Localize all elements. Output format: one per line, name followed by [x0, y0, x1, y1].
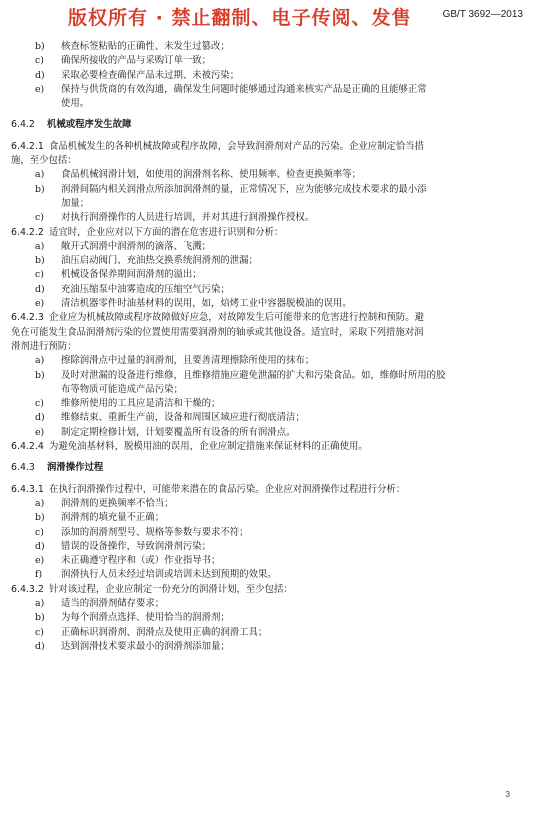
clause-text: 免在可能发生食品润滑剂污染的位置使用需要润滑剂的轴承或其他设备。适宜时，采取下列措施对润 — [11, 326, 424, 338]
list-item — [11, 397, 524, 411]
clause-paragraph — [11, 140, 524, 154]
clause-text: 施，至少包括： — [11, 155, 77, 167]
section-number: 6.4.3 — [11, 462, 35, 474]
list-item — [11, 168, 524, 182]
list-item — [11, 54, 524, 68]
list-item-label: b) — [35, 612, 45, 624]
list-item-text: 适当的润滑剂储存要求； — [61, 597, 165, 609]
list-item-label: d) — [35, 69, 45, 81]
list-item-text: 润滑执行人员未经过培训或培训未达到预期的效果。 — [61, 569, 277, 581]
clause-number: 6.4.3.1 — [11, 483, 44, 495]
list-item-label: b) — [35, 255, 45, 267]
list-item-text: 润滑剂的填充量不正确； — [61, 512, 165, 524]
list-item-label: c) — [35, 269, 44, 281]
list-item — [11, 283, 524, 297]
list-item-text: 维修结束、重新生产前，设备和周围区域应进行彻底清洁； — [61, 412, 305, 424]
list-item-text: 油压启动阀门、充油热交换系统润滑剂的泄漏； — [61, 255, 258, 267]
list-item-text: 机械设备保养期间润滑剂的溢出； — [61, 269, 202, 281]
list-item — [11, 254, 524, 268]
list-item — [11, 611, 524, 625]
list-item-text: 保持与供货商的有效沟通，确保发生问题时能够通过沟通来核实产品是正确的且能够正常 — [61, 83, 427, 95]
section-spacer — [11, 454, 524, 461]
list-item — [11, 69, 524, 83]
clause-text: 企业应为机械故障或程序故障做好应急，对故障发生后可能带来的危害进行控制和预防。避 — [49, 312, 425, 324]
list-item-label: e) — [35, 555, 45, 567]
list-item — [11, 526, 524, 540]
list-item-continuation — [11, 383, 524, 397]
clause-text: 适宜时，企业应对以下方面的潜在危害进行识别和分析： — [49, 226, 284, 238]
clause-text: 食品机械发生的各种机械故障或程序故障，会导致润滑剂对产品的污染。企业应制定恰当措 — [49, 140, 425, 152]
list-item — [11, 497, 524, 511]
list-item-label: e) — [35, 298, 45, 310]
list-item-text: 错误的设备操作，导致润滑剂污染； — [61, 540, 212, 552]
clause-continuation — [11, 154, 524, 168]
list-item — [11, 240, 524, 254]
list-item-text: 维修所使用的工具应是清洁和干燥的； — [61, 398, 221, 410]
list-item-label: c) — [35, 526, 44, 538]
section-number: 6.4.2 — [11, 119, 35, 131]
list-item-text: 采取必要检查确保产品未过期、未被污染； — [61, 69, 240, 81]
list-item — [11, 554, 524, 568]
list-item-label: b) — [35, 512, 45, 524]
clause-paragraph — [11, 583, 524, 597]
list-item — [11, 597, 524, 611]
list-item — [11, 626, 524, 640]
clause-text: 为避免油基材料，脱模用油的误用，企业应制定措施来保证材料的正确使用。 — [49, 441, 368, 453]
clause-text: 滑剂进行预防： — [11, 340, 77, 352]
list-item-label: c) — [35, 55, 44, 67]
list-item-label: a) — [35, 240, 45, 252]
list-item-label: a) — [35, 497, 45, 509]
list-item-text: 及时对泄漏的设备进行维修，且维修措施应避免泄漏的扩大和污染食品。如，维修时所用的胶 — [61, 369, 446, 381]
list-item — [11, 540, 524, 554]
list-item-label: d) — [35, 640, 45, 652]
list-item-label: d) — [35, 412, 45, 424]
section-heading — [11, 461, 524, 475]
clause-text: 针对该过程，企业应制定一份充分的润滑计划，至少包括： — [49, 583, 293, 595]
list-item-text: 润滑剂的更换频率不恰当； — [61, 497, 174, 509]
clause-continuation — [11, 340, 524, 354]
list-item-continuation — [11, 197, 524, 211]
clause-continuation — [11, 326, 524, 340]
list-item — [11, 297, 524, 311]
section-title: 机械或程序发生故障 — [47, 119, 132, 131]
list-item — [11, 183, 524, 197]
list-item — [11, 268, 524, 282]
list-item-label: c) — [35, 212, 44, 224]
list-item-text: 食品机械润滑计划，如使用的润滑剂名称、使用频率、检查更换频率等； — [61, 169, 362, 181]
list-item-label: f) — [35, 569, 43, 581]
page-number: 3 — [505, 790, 510, 799]
list-item — [11, 354, 524, 368]
list-item-text: 擦除润滑点中过量的润滑剂，且要善清理擦除所使用的抹布； — [61, 355, 315, 367]
list-item-text: 加量； — [61, 197, 90, 209]
list-item-label: b) — [35, 183, 45, 195]
section-spacer — [11, 476, 524, 483]
list-item-label: a) — [35, 169, 45, 181]
clause-paragraph — [11, 311, 524, 325]
clause-number: 6.4.2.2 — [11, 226, 44, 238]
list-item-text: 核查标签粘贴的正确性、未发生过篡改； — [61, 41, 230, 52]
list-item — [11, 640, 524, 654]
list-item-text: 充油压缩泵中油雾造成的压缩空气污染； — [61, 283, 230, 295]
list-item — [11, 411, 524, 425]
list-item — [11, 568, 524, 582]
clause-paragraph — [11, 226, 524, 240]
clause-number: 6.4.3.2 — [11, 583, 44, 595]
list-item-text: 润滑间隔内相关润滑点所添加润滑剂的量，正常情况下，应为能够完成技术要求的最小添 — [61, 183, 427, 195]
list-item-label: b) — [35, 41, 45, 52]
clause-number: 6.4.2.1 — [11, 140, 44, 152]
document-body — [11, 40, 524, 654]
list-item-text: 为每个润滑点选择、使用恰当的润滑剂； — [61, 612, 230, 624]
clause-text: 在执行润滑操作过程中，可能带来潜在的食品污染。企业应对润滑操作过程进行分析： — [49, 483, 406, 495]
list-item-label: a) — [35, 355, 45, 367]
list-item-label: c) — [35, 398, 44, 410]
list-item-text: 敞开式润滑中润滑剂的滴落、飞溅； — [61, 240, 212, 252]
list-item-text: 清洁机器零件时油基材料的误用，如，焙烤工业中容器脱模油的误用。 — [61, 298, 352, 310]
watermark-text: 版权所有 · 禁止翻制、电子传阅、发售 — [68, 7, 412, 29]
list-item — [11, 83, 524, 97]
list-item-text: 制定定期检修计划，计划要覆盖所有设备的所有润滑点。 — [61, 426, 296, 438]
list-item-text: 确保所接收的产品与采购订单一致； — [61, 55, 212, 67]
section-spacer — [11, 111, 524, 118]
list-item-text: 未正确遵守程序和（或）作业指导书； — [61, 555, 221, 567]
list-item-label: d) — [35, 283, 45, 295]
list-item-text: 布等物质可能造成产品污染； — [61, 383, 183, 395]
list-item-text: 正确标识润滑剂、润滑点及使用正确的润滑工具； — [61, 626, 268, 638]
list-item-text: 添加的润滑剂型号、规格等参数与要求不符； — [61, 526, 249, 538]
clause-paragraph — [11, 440, 524, 454]
list-item-text: 达到润滑技术要求最小的润滑剂添加量； — [61, 640, 230, 652]
list-item — [11, 211, 524, 225]
section-spacer — [11, 133, 524, 140]
list-item-label: e) — [35, 426, 45, 438]
list-item — [11, 40, 524, 54]
list-item-text: 使用。 — [61, 98, 90, 110]
clause-number: 6.4.2.3 — [11, 312, 44, 324]
list-item-text: 对执行润滑操作的人员进行培训，并对其进行润滑操作授权。 — [61, 212, 315, 224]
list-item-label: b) — [35, 369, 45, 381]
standard-code: GB/T 3692—2013 — [442, 9, 523, 20]
list-item — [11, 426, 524, 440]
list-item — [11, 369, 524, 383]
section-heading — [11, 118, 524, 132]
list-item-label: a) — [35, 597, 45, 609]
clause-paragraph — [11, 483, 524, 497]
section-title: 润滑操作过程 — [47, 462, 104, 474]
list-item-label: d) — [35, 540, 45, 552]
list-item-continuation — [11, 97, 524, 111]
clause-number: 6.4.2.4 — [11, 441, 44, 453]
list-item-label: c) — [35, 626, 44, 638]
list-item — [11, 511, 524, 525]
list-item-label: e) — [35, 83, 45, 95]
